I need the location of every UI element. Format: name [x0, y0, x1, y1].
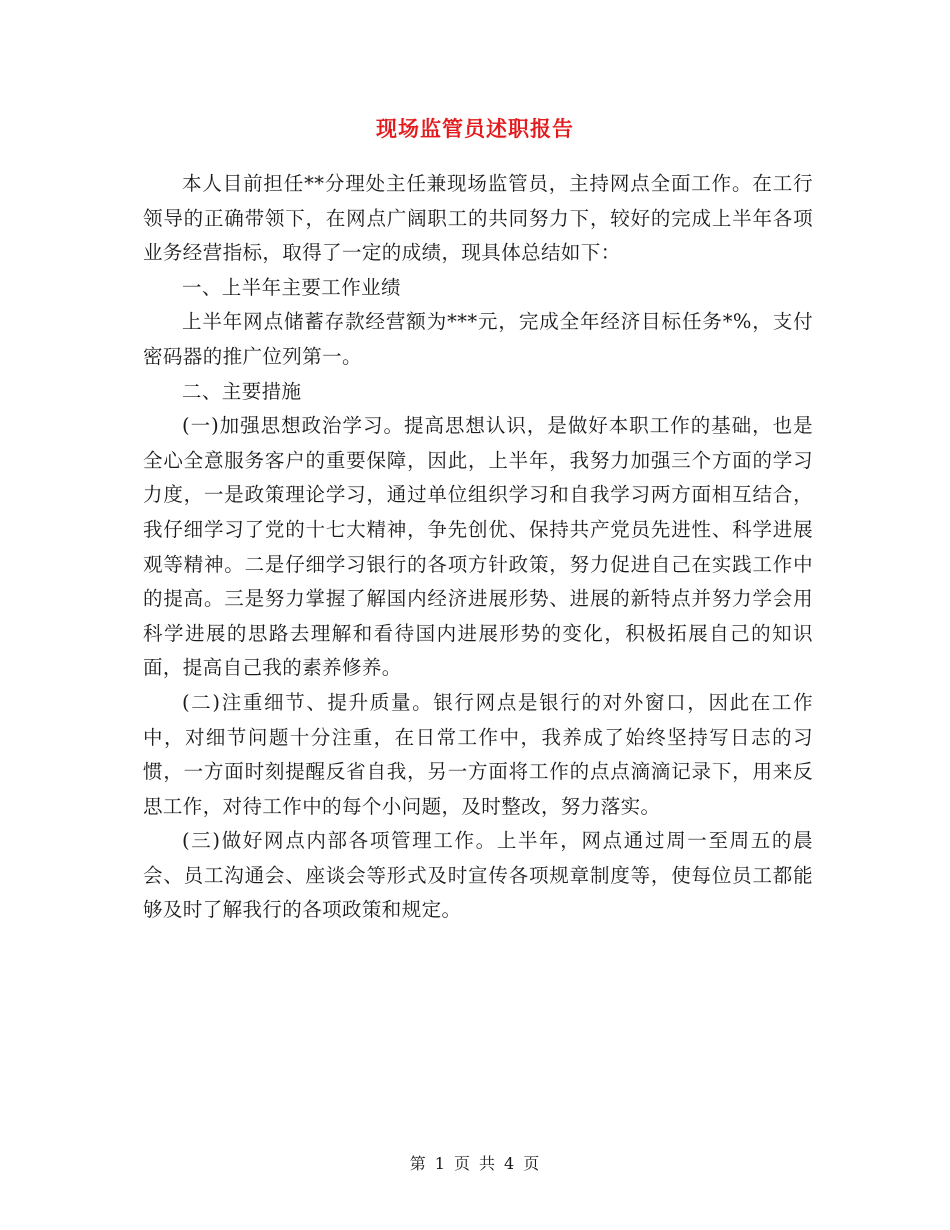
measure-paragraph-3: (三)做好网点内部各项管理工作。上半年，网点通过周一至周五的晨会、员工沟通会、座谈会等形式及时宣传各项规章制度等，使每位员工都能够及时了解我行的各项政策和规定。	[143, 829, 813, 922]
section-heading-achievements: 一、上半年主要工作业绩	[182, 275, 401, 299]
achievements-paragraph: 上半年网点储蓄存款经营额为***元，完成全年经济目标任务*%，支付密码器的推广位列第一。	[143, 310, 813, 368]
page-footer	[0, 1153, 950, 1175]
total-label: 共	[479, 1154, 497, 1173]
intro-paragraph: 本人目前担任**分理处主任兼现场监管员，主持网点全面工作。在工行领导的正确带领下，在网点广阔职工的共同努力下，较好的完成上半年各项业务经营指标，取得了一定的成绩，现具体总结如下：	[143, 172, 813, 265]
document-title: 现场监管员述职报告	[376, 116, 574, 141]
section-heading-measures: 二、主要措施	[182, 379, 302, 403]
page-label-suffix: 页	[523, 1154, 541, 1173]
measure-paragraph-1: (一)加强思想政治学习。提高思想认识，是做好本职工作的基础，也是全心全意服务客户的重要保障，因此，上半年，我努力加强三个方面的学习力度，一是政策理论学习，通过单位组织学习和自我学习两方面相互结合，我仔细学习了党的十七大精神，争先创优、保持共产党员先进性、科学进展观等精神。二是仔细学习银行的各项方针政策，努力促进自己在实践工作中的提高。三是努力掌握了解国内经济进展形势、进展的新特点并努力学会用科学进展的思路去理解和看待国内进展形势的变化，积极拓展自己的知识面，提高自己我的素养修养。	[143, 414, 813, 680]
total-pages-number: 4	[504, 1154, 516, 1173]
document-body	[143, 167, 813, 928]
page-label-mid: 页	[453, 1154, 471, 1173]
current-page-number: 1	[434, 1154, 446, 1173]
page-label-prefix: 第	[409, 1154, 427, 1173]
measure-paragraph-2: (二)注重细节、提升质量。银行网点是银行的对外窗口，因此在工作中，对细节问题十分注重，在日常工作中，我养成了始终坚持写日志的习惯，一方面时刻提醒反省自我，另一方面将工作的点点滴滴记录下，用来反思工作，对待工作中的每个小问题，及时整改，努力落实。	[143, 690, 813, 818]
